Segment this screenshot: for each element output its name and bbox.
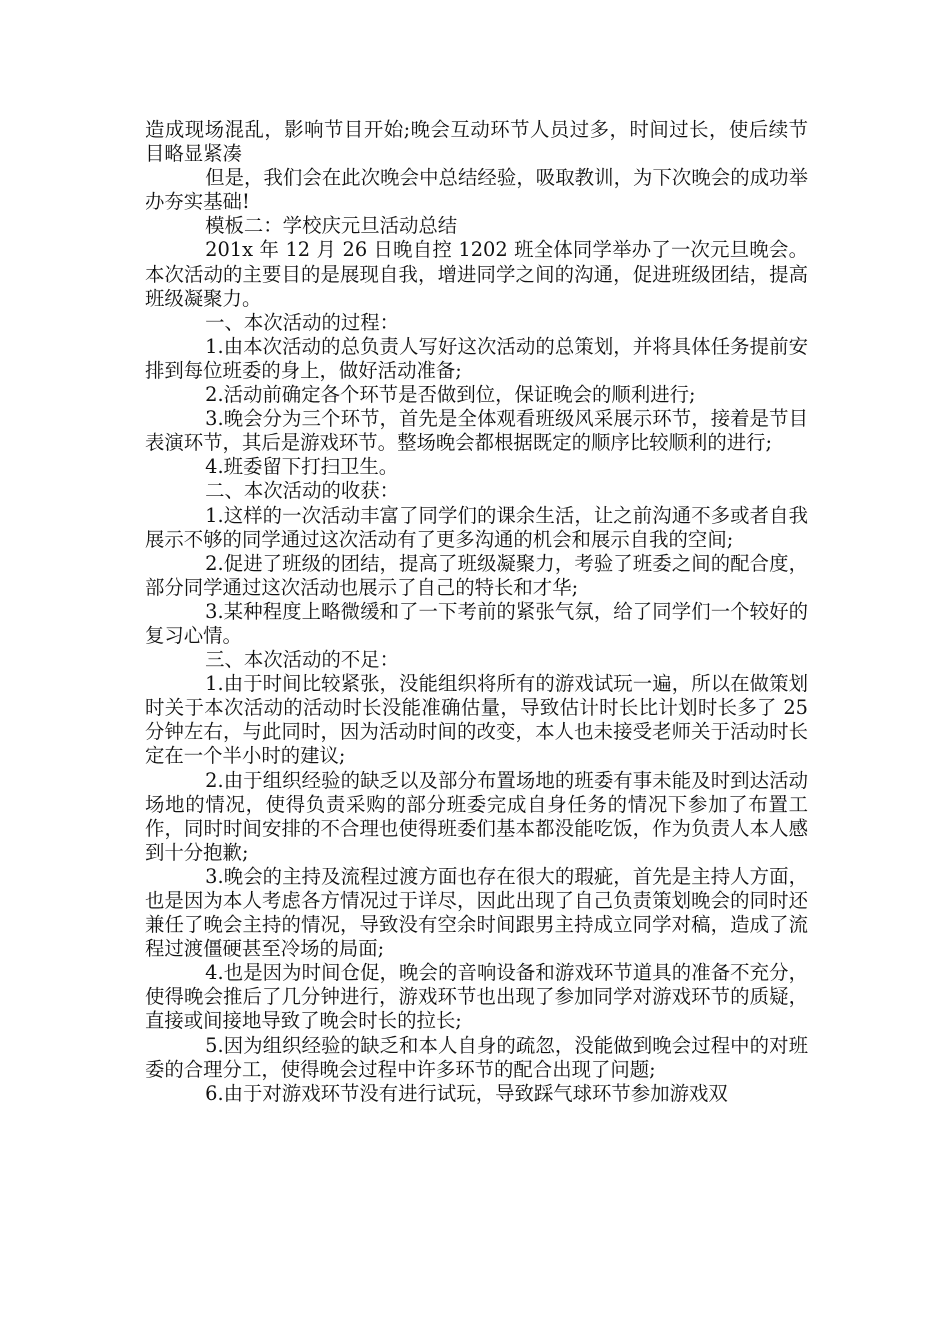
paragraph-continuation: 造成现场混乱，影响节目开始;晚会互动环节人员过多，时间过长，使后续节目略显紧凑	[145, 118, 808, 166]
paragraph-intro: 201x 年 12 月 26 日晚自控 1202 班全体同学举办了一次元旦晚会。本次活动的主要目的是展现自我，增进同学之间的沟通，促进班级团结，提高班级凝聚力。	[145, 238, 808, 310]
section-title-template-two: 模板二：学校庆元旦活动总结	[205, 214, 458, 238]
heading-shortcomings: 三、本次活动的不足：	[205, 648, 400, 672]
list-item-gains-2: 2.促进了班级的团结，提高了班级凝聚力，考验了班委之间的配合度，部分同学通过这次活动也展示了自己的特长和才华;	[145, 551, 808, 599]
list-item-shortcomings-5: 5.因为组织经验的缺乏和本人自身的疏忽，没能做到晚会过程中的对班委的合理分工，使得晚会过程中许多环节的配合出现了问题;	[145, 1033, 808, 1081]
list-item-gains-1: 1.这样的一次活动丰富了同学们的课余生活，让之前沟通不多或者自我展示不够的同学通过这次活动有了更多沟通的机会和展示自我的空间;	[145, 503, 808, 551]
list-item-shortcomings-1: 1.由于时间比较紧张，没能组织将所有的游戏试玩一遍，所以在做策划时关于本次活动的活动时长没能准确估量，导致估计时长比计划时长多了 25 分钟左右，与此同时，因为活动时间的改变，本人也未接受老师关于活动时长定在一个半小时的建议;	[145, 672, 808, 768]
heading-process: 一、本次活动的过程：	[205, 310, 400, 334]
list-item-shortcomings-2: 2.由于组织经验的缺乏以及部分布置场地的班委有事未能及时到达活动场地的情况，使得负责采购的部分班委完成自身任务的情况下参加了布置工作，同时时间安排的不合理也使得班委们基本都没能吃饭，作为负责人本人感到十分抱歉;	[145, 768, 808, 864]
list-item-process-3: 3.晚会分为三个环节，首先是全体观看班级风采展示环节，接着是节目表演环节，其后是游戏环节。整场晚会都根据既定的顺序比较顺利的进行;	[145, 407, 808, 455]
list-item-shortcomings-3: 3.晚会的主持及流程过渡方面也存在很大的瑕疵，首先是主持人方面，也是因为本人考虑各方情况过于详尽，因此出现了自己负责策划晚会的同时还兼任了晚会主持的情况，导致没有空余时间跟男主持成立同学对稿，造成了流程过渡僵硬甚至冷场的局面;	[145, 864, 808, 961]
list-item-shortcomings-4: 4.也是因为时间仓促，晚会的音响设备和游戏环节道具的准备不充分，使得晚会推后了几分钟进行，游戏环节也出现了参加同学对游戏环节的质疑，直接或间接地导致了晚会时长的拉长;	[145, 961, 808, 1033]
document-page	[145, 118, 808, 1106]
list-item-shortcomings-6: 6.由于对游戏环节没有进行试玩，导致踩气球环节参加游戏双	[205, 1081, 728, 1105]
heading-gains: 二、本次活动的收获：	[205, 479, 400, 503]
paragraph-conclusion: 但是，我们会在此次晚会中总结经验，吸取教训，为下次晚会的成功举办夯实基础!	[145, 166, 808, 214]
list-item-gains-3: 3.某种程度上略微缓和了一下考前的紧张气氛，给了同学们一个较好的复习心情。	[145, 599, 808, 647]
list-item-process-1: 1.由本次活动的总负责人写好这次活动的总策划，并将具体任务提前安排到每位班委的身上，做好活动准备;	[145, 334, 808, 382]
list-item-process-2: 2.活动前确定各个环节是否做到位，保证晚会的顺利进行;	[205, 383, 696, 407]
list-item-process-4: 4.班委留下打扫卫生。	[205, 455, 399, 479]
